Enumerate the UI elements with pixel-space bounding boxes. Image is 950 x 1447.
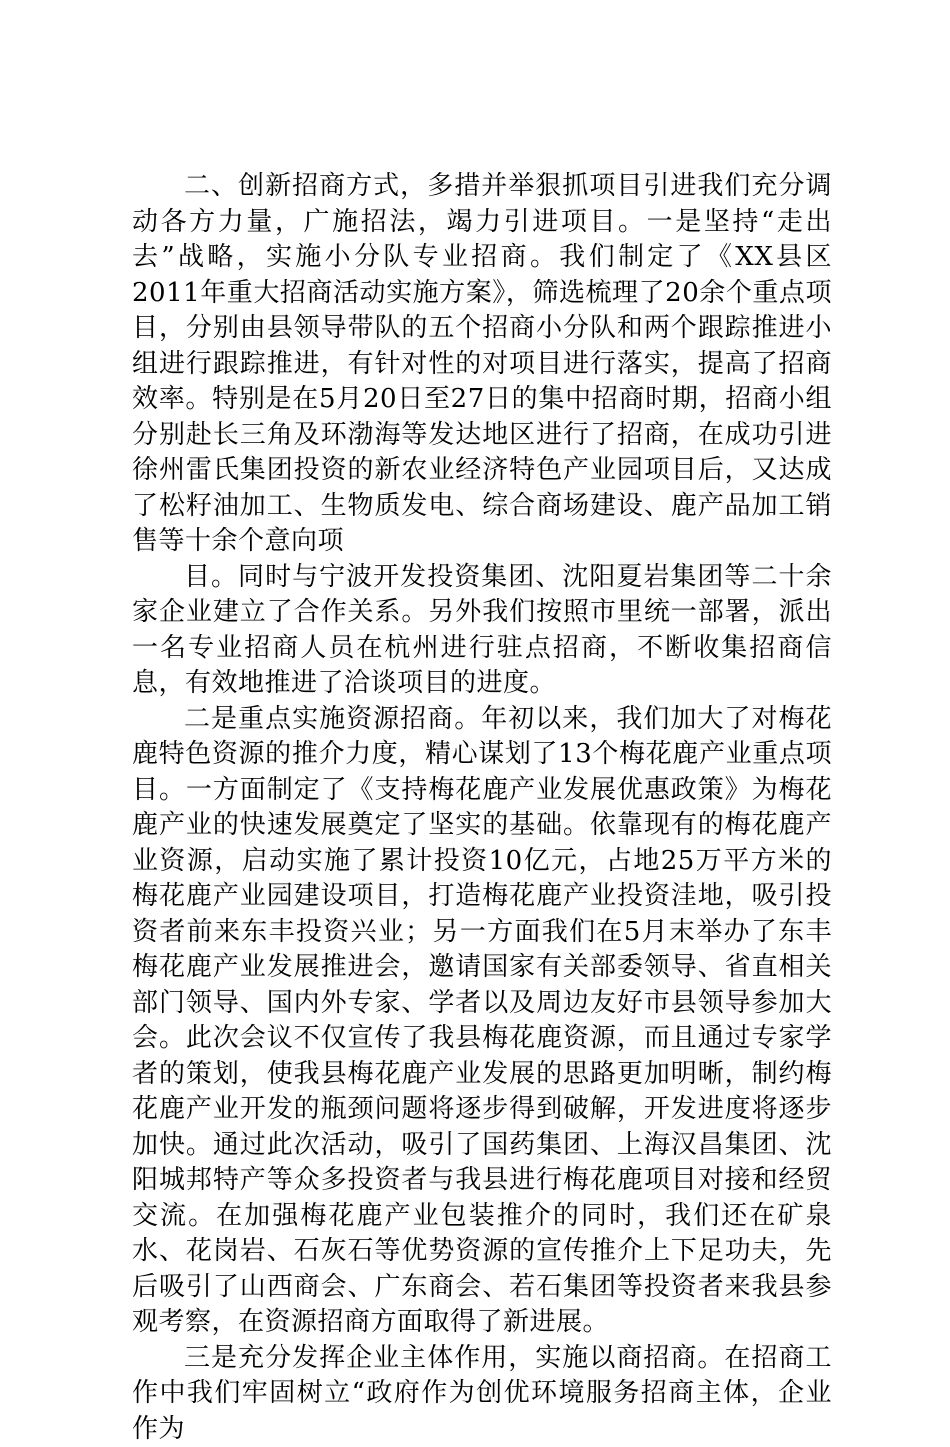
paragraph-partnerships: 目。同时与宁波开发投资集团、沈阳夏岩集团等二十余家企业建立了合作关系。另外我们按照市里统一部署，派出一名专业招商人员在杭州进行驻点招商，不断收集招商信息，有效地推进了洽谈项目的进度。 (132, 560, 832, 702)
paragraph-innovative-investment: 二、创新招商方式，多措并举狠抓项目引进我们充分调动各方力量，广施招法，竭力引进项目。一是坚持“走出去”战略，实施小分队专业招商。我们制定了《XX县区2011年重大招商活动实施方案》，筛选梳理了20余个重点项目，分别由县领导带队的五个招商小分队和两个跟踪推进小组进行跟踪推进，有针对性的对项目进行落实，提高了招商效率。特别是在5月20日至27日的集中招商时期，招商小组分别赴长三角及环渤海等发达地区进行了招商，在成功引进徐州雷氏集团投资的新农业经济特色产业园项目后，又达成了松籽油加工、生物质发电、综合商场建设、鹿产品加工销售等十余个意向项 (132, 169, 832, 560)
paragraph-enterprise-role: 三是充分发挥企业主体作用，实施以商招商。在招商工作中我们牢固树立“政府作为创优环境服务招商主体，企业作为 (132, 1341, 832, 1447)
paragraph-resource-investment: 二是重点实施资源招商。年初以来，我们加大了对梅花鹿特色资源的推介力度，精心谋划了13个梅花鹿产业重点项目。一方面制定了《支持梅花鹿产业发展优惠政策》为梅花鹿产业的快速发展奠定了坚实的基础。依靠现有的梅花鹿产业资源，启动实施了累计投资10亿元，占地25万平方米的梅花鹿产业园建设项目，打造梅花鹿产业投资洼地，吸引投资者前来东丰投资兴业；另一方面我们在5月末举办了东丰梅花鹿产业发展推进会，邀请国家有关部委领导、省直相关部门领导、国内外专家、学者以及周边友好市县领导参加大会。此次会议不仅宣传了我县梅花鹿资源，而且通过专家学者的策划，使我县梅花鹿产业发展的思路更加明晰，制约梅花鹿产业开发的瓶颈问题将逐步得到破解，开发进度将逐步加快。通过此次活动，吸引了国药集团、上海汉昌集团、沈阳城邦特产等众多投资者与我县进行梅花鹿项目对接和经贸交流。在加强梅花鹿产业包装推介的同时，我们还在矿泉水、花岗岩、石灰石等优势资源的宣传推介上下足功夫，先后吸引了山西商会、广东商会、若石集团等投资者来我县参观考察，在资源招商方面取得了新进展。 (132, 702, 832, 1341)
document-body (132, 169, 832, 1447)
